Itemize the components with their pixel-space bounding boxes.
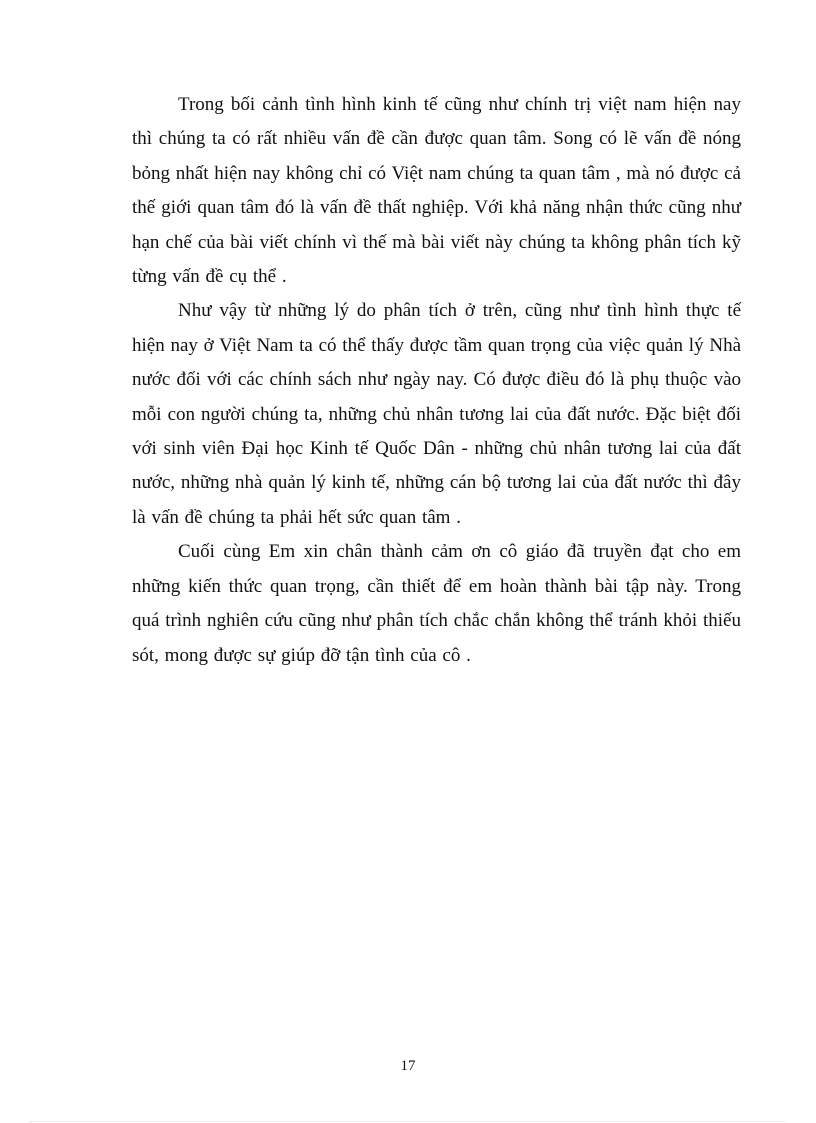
page-bottom-divider (30, 1121, 786, 1122)
paragraph-context: Trong bối cảnh tình hình kinh tế cũng như chính trị việt nam hiện nay thì chúng ta có rất nhiều vấn đề cần được quan tâm. Song có lẽ vấn đề nóng bỏng nhất hiện nay không chỉ có Việt nam chúng ta quan tâm , mà nó được cả thế giới quan tâm đó là vấn đề thất nghiệp. Với khả năng nhận thức cũng như hạn chế của bài viết chính vì thế mà bài viết này chúng ta không phân tích kỹ từng vấn đề cụ thể . (132, 94, 741, 288)
paragraph-importance: Như vậy từ những lý do phân tích ở trên, cũng như tình hình thực tế hiện nay ở Việt Nam ta có thể thấy được tầm quan trọng của việc quản lý Nhà nước đối với các chính sách như ngày nay. Có được điều đó là phụ thuộc vào mỗi con người chúng ta, những chủ nhân tương lai của đất nước. Đặc biệt đối với sinh viên Đại học Kinh tế Quốc Dân - những chủ nhân tương lai của đất nước, những nhà quản lý kinh tế, những cán bộ tương lai của đất nước thì đây là vấn đề chúng ta phải hết sức quan tâm . (132, 300, 741, 528)
paragraph-acknowledgement: Cuối cùng Em xin chân thành cảm ơn cô giáo đã truyền đạt cho em những kiến thức quan trọng, cần thiết để em hoàn thành bài tập này. Trong quá trình nghiên cứu cũng như phân tích chắc chắn không thể tránh khỏi thiếu sót, mong được sự giúp đỡ tận tình của cô . (132, 541, 741, 666)
page-number: 17 (400, 1058, 416, 1074)
body-text (132, 88, 741, 673)
